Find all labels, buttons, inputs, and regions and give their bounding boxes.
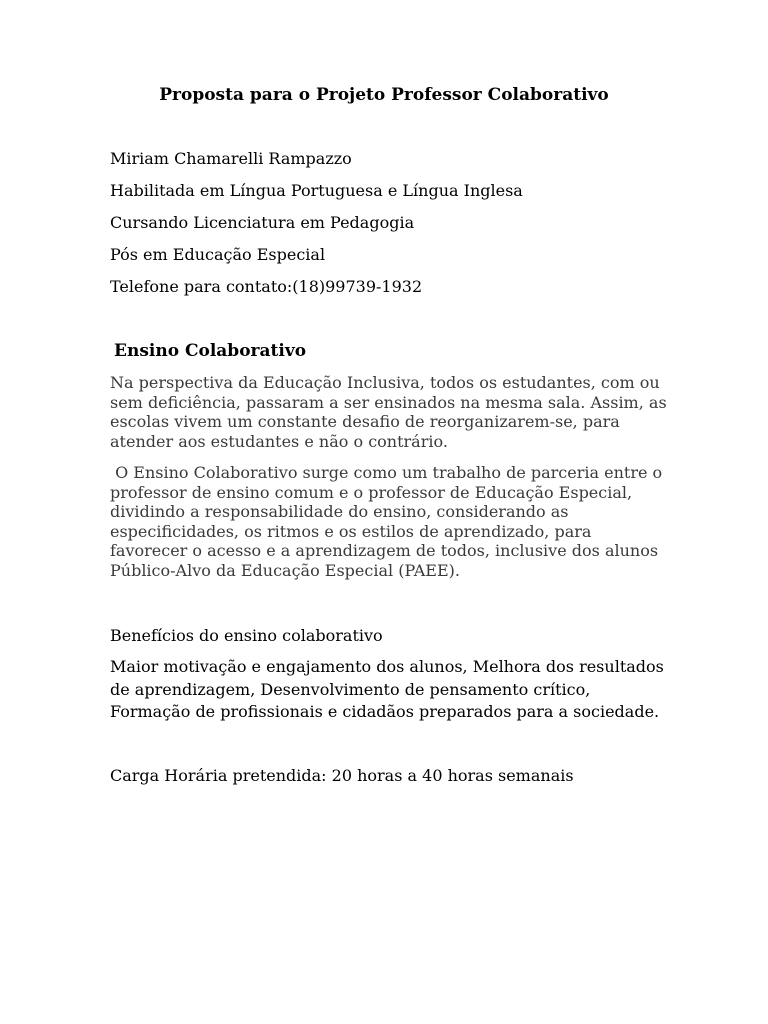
author-qualification: Habilitada em Língua Portuguesa e Língua Inglesa (110, 181, 523, 200)
paragraph-inclusive-education: Na perspectiva da Educação Inclusiva, todos os estudantes, com ou sem deficiência, passaram a ser ensinados na mesma sala. Assim, as escolas vivem um constante desafio de reorganizarem-se, para atender aos estudantes e não o contrário. (110, 373, 667, 451)
paragraph-collaborative-teaching (110, 463, 670, 580)
benefits-heading: Benefícios do ensino colaborativo (110, 626, 383, 645)
benefits-text: Maior motivação e engajamento dos alunos, Melhora dos resultados de aprendizagem, Desenvolvimento de pensamento crítico, Formação de profissionais e cidadãos preparados para a sociedade. (110, 657, 664, 721)
author-name: Miriam Chamarelli Rampazzo (110, 149, 352, 168)
author-info (110, 148, 670, 308)
workload-text: Carga Horária pretendida: 20 horas a 40 horas semanais (110, 766, 574, 785)
document-title: Proposta para o Projeto Professor Colaborativo (159, 85, 609, 105)
paragraph-collaborative-teaching-text: O Ensino Colaborativo surge como um trabalho de parceria entre o professor de ensino comum e o professor de Educação Especial, dividindo a responsabilidade do ensino, considerando as especificidades, os ritmos e os estilos de aprendizado, para favorecer o acesso e a aprendizagem de todos, inclusive dos alunos Público-Alvo da Educação Especial (PAEE). (110, 463, 663, 580)
author-postgraduate: Pós em Educação Especial (110, 245, 326, 264)
author-phone: Telefone para contato:(18)99739-1932 (110, 277, 423, 296)
author-current-course: Cursando Licenciatura em Pedagogia (110, 213, 415, 232)
section-heading: Ensino Colaborativo (114, 341, 307, 361)
